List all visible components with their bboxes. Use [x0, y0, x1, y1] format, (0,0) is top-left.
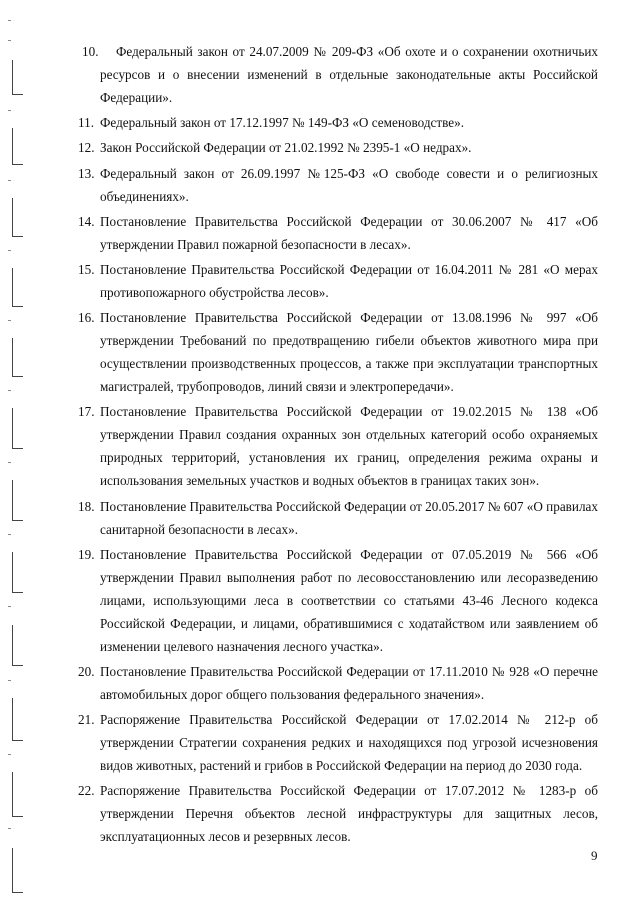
- item-text: Закон Российской Федерации от 21.02.1992 № 2395-1 «О недрах».: [100, 140, 472, 156]
- item-text: Постановление Правительства Российской Федерации от 20.05.2017 № 607 «О правилах санитарной безопасности в лесах».: [100, 498, 598, 537]
- binding-mark: [12, 338, 23, 377]
- item-text: Постановление Правительства Российской Федерации от 30.06.2007 № 417 «Об утверждении Правил пожарной безопасности в лесах».: [100, 213, 598, 252]
- item-text: Постановление Правительства Российской Федерации от 07.05.2019 № 566 «Об утверждении Правил выполнения работ по лесовосстановлению или лесоразведению лицами, использующими леса в соответствии со статьями 43-46 Лесного кодекса Российской Федерации, и лицами, обратившимися с ходатайством или заявлением об изменении целевого назначения лесного участка».: [100, 546, 598, 654]
- binding-mark: [12, 772, 23, 817]
- list-item: [78, 708, 598, 777]
- item-number: 14.: [78, 213, 95, 229]
- binding-mark: [12, 198, 23, 237]
- item-number: 11.: [78, 115, 94, 131]
- list-item: [78, 162, 598, 208]
- item-text: Постановление Правительства Российской Федерации от 13.08.1996 № 997 «Об утверждении Требований по предотвращению гибели объектов животного мира при осуществлении производственных процессов, а также при эксплуатации транспортных магистралей, трубопроводов, линий связи и электропередачи».: [100, 310, 598, 395]
- list-item: [78, 258, 598, 304]
- item-number: 12.: [78, 140, 95, 156]
- list-item: [78, 660, 598, 706]
- item-number: 15.: [78, 261, 95, 277]
- list-item: [78, 306, 598, 398]
- legal-acts-list: [78, 40, 598, 850]
- binding-mark: [12, 848, 23, 893]
- binding-mark: [12, 698, 23, 741]
- item-text: Распоряжение Правительства Российской Федерации от 17.02.2014 № 212-р об утверждении Стратегии сохранения редких и находящихся под угрозой исчезновения видов животных, растений и грибов в Российской Федерации на период до 2030 года.: [100, 712, 598, 774]
- item-text: Распоряжение Правительства Российской Федерации от 17.07.2012 № 1283-р об утверждении Перечня объектов лесной инфраструктуры для защитных лесов, эксплуатационных лесов и резервных лесов.: [100, 783, 598, 845]
- list-item: [78, 210, 598, 256]
- list-item: [78, 400, 598, 492]
- item-number: 13.: [78, 165, 95, 181]
- item-text: Постановление Правительства Российской Федерации от 16.04.2011 № 281 «О мерах противопожарного обустройства лесов».: [100, 261, 598, 300]
- page-number: 9: [591, 848, 598, 863]
- binding-mark: [12, 552, 23, 593]
- list-item: [78, 111, 598, 134]
- binding-mark: [12, 408, 23, 449]
- item-number: 19.: [78, 546, 95, 562]
- item-text: Федеральный закон от 24.07.2009 № 209-ФЗ «Об охоте и о сохранении охотничьих ресурсов и о внесении изменений в отдельные законодательные акты Российской Федерации».: [100, 44, 598, 105]
- item-number: 21.: [78, 712, 95, 728]
- list-item: [78, 136, 598, 159]
- item-text: Постановление Правительства Российской Федерации от 19.02.2015 № 138 «Об утверждении Правил создания охранных зон отдельных категорий особо охраняемых природных территорий, установления их границ, определения режима охраны и использования земельных участков и водных объектов в границах таких зон».: [100, 404, 598, 489]
- item-text: Федеральный закон от 26.09.1997 №125-ФЗ «О свободе совести и о религиозных объединениях».: [100, 165, 598, 204]
- list-item: [78, 495, 598, 541]
- item-number: 20.: [78, 663, 95, 679]
- item-number: 22.: [78, 783, 95, 799]
- binding-marks: [6, 0, 24, 905]
- item-number: 16.: [78, 310, 95, 326]
- item-text: Федеральный закон от 17.12.1997 № 149-ФЗ «О семеноводстве».: [100, 115, 465, 131]
- item-number: 10.: [82, 44, 99, 59]
- item-number: 17.: [78, 404, 95, 420]
- binding-mark: [12, 128, 23, 165]
- item-number: 18.: [78, 498, 95, 514]
- list-item: [78, 40, 598, 109]
- item-text: Постановление Правительства Российской Федерации от 17.11.2010 № 928 «О перечне автомобильных дорог общего пользования федерального значения».: [100, 663, 598, 702]
- list-item: [78, 543, 598, 658]
- binding-mark: [12, 60, 23, 95]
- binding-mark: [12, 480, 23, 521]
- binding-mark: [12, 268, 23, 307]
- binding-mark: [12, 625, 23, 666]
- list-item: [78, 779, 598, 848]
